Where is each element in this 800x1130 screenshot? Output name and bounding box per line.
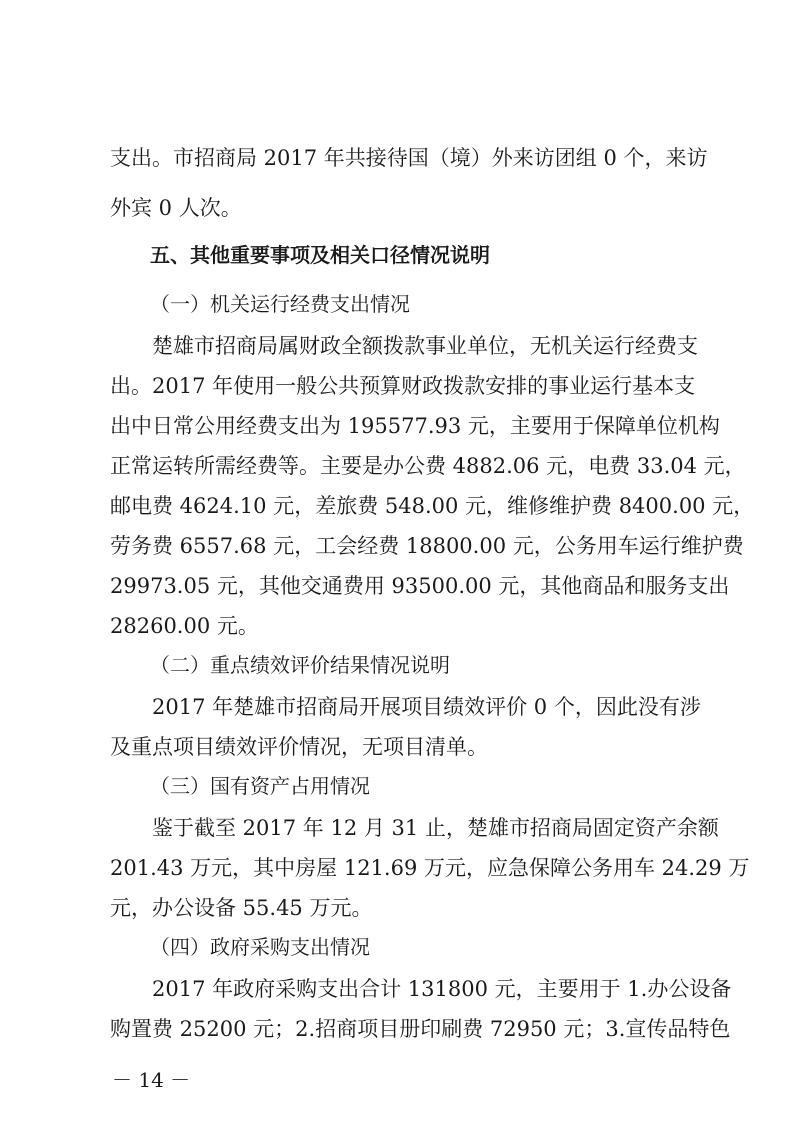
body-text-line: 楚雄市招商局属财政全额拨款事业单位，无机关运行经费支 [152,334,698,358]
body-text-line: 及重点项目绩效评价情况，无项目清单。 [110,735,488,759]
section-heading: 五、其他重要事项及相关口径情况说明 [150,243,490,267]
body-text-line: 正常运转所需经费等。主要是办公费 4882.06 元，电费 33.04 元， [110,454,746,478]
body-text-line: 出中日常公用经费支出为 195577.93 元，主要用于保障单位机构 [110,414,720,438]
body-text-line: 28260.00 元。 [110,614,259,638]
body-text-line: 2017 年政府采购支出合计 131800 元，主要用于 1.办公设备 [152,977,732,1001]
body-text-line: 元，办公设备 55.45 万元。 [110,896,373,920]
body-text-line: 201.43 万元，其中房屋 121.69 万元，应急保障公务用车 24.29 万 [110,856,750,880]
page-number: － 14 － [112,1068,191,1092]
body-text-line: 支出。市招商局 2017 年共接待国（境）外来访团组 0 个，来访 [110,146,708,170]
body-text-line: 鉴于截至 2017 年 12 月 31 止，楚雄市招商局固定资产余额 [152,816,719,840]
subsection-heading: （四）政府采购支出情况 [150,935,370,959]
subsection-heading: （三）国有资产占用情况 [150,774,370,798]
body-text-line: 29973.05 元，其他交通费用 93500.00 元，其他商品和服务支出 [110,574,730,598]
subsection-heading: （一）机关运行经费支出情况 [150,292,410,316]
body-text-line: 外宾 0 人次。 [110,196,242,220]
subsection-heading: （二）重点绩效评价结果情况说明 [150,653,450,677]
body-text-line: 邮电费 4624.10 元，差旅费 548.00 元，维修维护费 8400.00 元， [110,494,755,518]
body-text-line: 劳务费 6557.68 元，工会经费 18800.00 元，公务用车运行维护费 [110,534,744,558]
body-text-line: 2017 年楚雄市招商局开展项目绩效评价 0 个，因此没有涉 [152,695,701,719]
body-text-line: 购置费 25200 元；2.招商项目册印刷费 72950 元；3.宣传品特色 [110,1017,731,1041]
body-text-line: 出。2017 年使用一般公共预算财政拨款安排的事业运行基本支 [110,374,696,398]
